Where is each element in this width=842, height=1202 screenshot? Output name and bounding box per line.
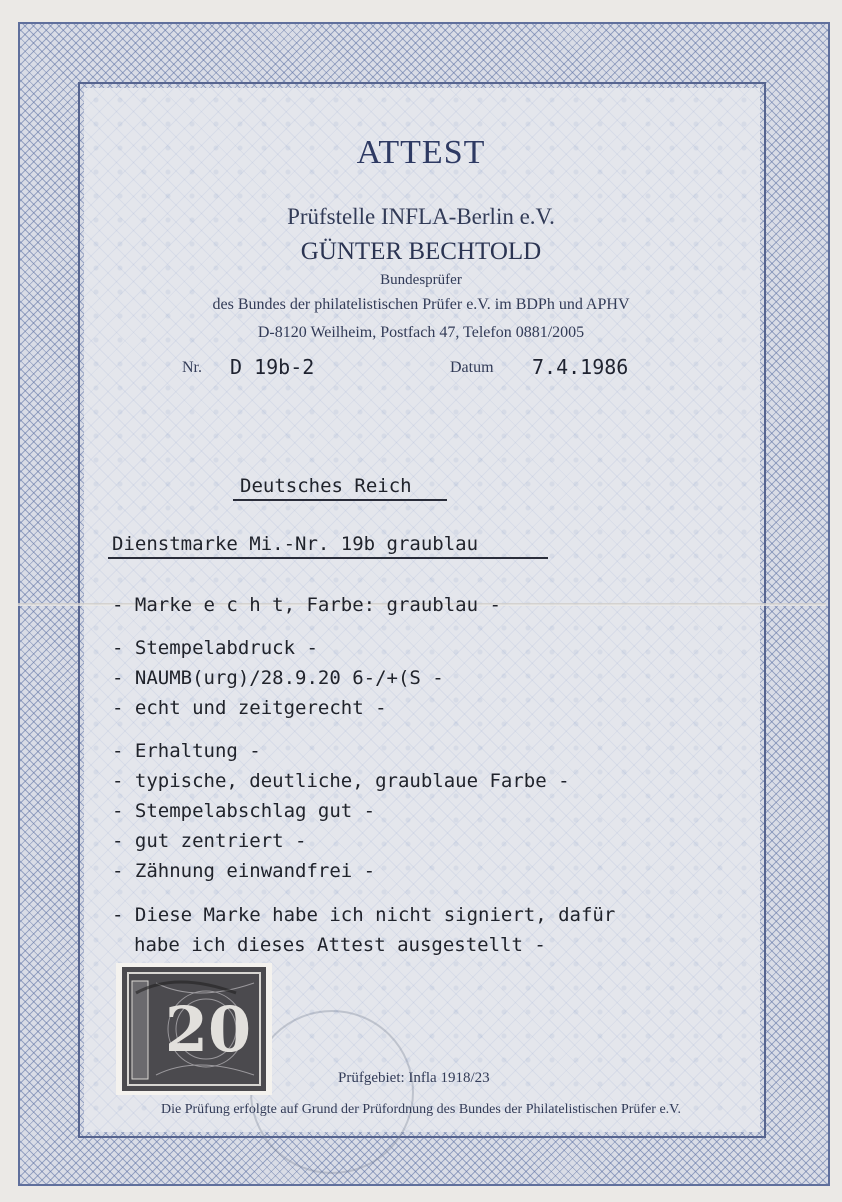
stamp-heading-underline — [108, 557, 548, 559]
examination-area: Prüfgebiet: Infla 1918/23 — [338, 1070, 490, 1086]
issuer-name: GÜNTER BECHTOLD — [300, 238, 542, 265]
certificate-title: ATTEST — [356, 134, 486, 171]
country-heading-underline — [233, 499, 447, 501]
country-heading: Deutsches Reich — [240, 475, 412, 497]
line-centering: - gut zentriert - — [112, 830, 307, 852]
issuer-address: D-8120 Weilheim, Postfach 47, Telefon 0881/2005 — [257, 324, 585, 341]
number-label: Nr. — [182, 359, 202, 376]
line-perforation: - Zähnung einwandfrei - — [112, 860, 376, 882]
footer-note: Die Prüfung erfolgte auf Grund der Prüfordnung des Bundes der Philatelistischen Prüfer e.V. — [161, 1102, 681, 1117]
line-signature-note: - Diese Marke habe ich nicht signiert, dafür — [112, 904, 616, 926]
embossed-seal — [250, 1010, 414, 1174]
issuer-organization: Prüfstelle INFLA-Berlin e.V. — [287, 204, 555, 229]
date-value: 7.4.1986 — [532, 355, 629, 379]
number-value: D 19b-2 — [230, 355, 315, 379]
line-postmark-heading: - Stempelabdruck - — [112, 637, 318, 659]
issuer-role: Bundesprüfer — [380, 272, 462, 288]
issuer-association: des Bundes der philatelistischen Prüfer e.V. im BDPh und APHV — [212, 296, 630, 313]
line-strike: - Stempelabschlag gut - — [112, 800, 376, 822]
line-postmark-verdict: - echt und zeitgerecht - — [112, 697, 387, 719]
line-color: - typische, deutliche, graublaue Farbe - — [112, 770, 570, 792]
stamp-image — [116, 963, 272, 1095]
line-condition-heading: - Erhaltung - — [112, 740, 261, 762]
line-postmark-text: - NAUMB(urg)/28.9.20 6-/+(S - — [112, 667, 444, 689]
line-signature-note-cont: habe ich dieses Attest ausgestellt - — [134, 934, 546, 956]
stamp-heading: Dienstmarke Mi.-Nr. 19b graublau — [112, 533, 479, 555]
date-label: Datum — [450, 359, 494, 376]
svg-text:20: 20 — [164, 993, 252, 1066]
line-authentic: - Marke e c h t, Farbe: graublau - — [112, 594, 501, 616]
